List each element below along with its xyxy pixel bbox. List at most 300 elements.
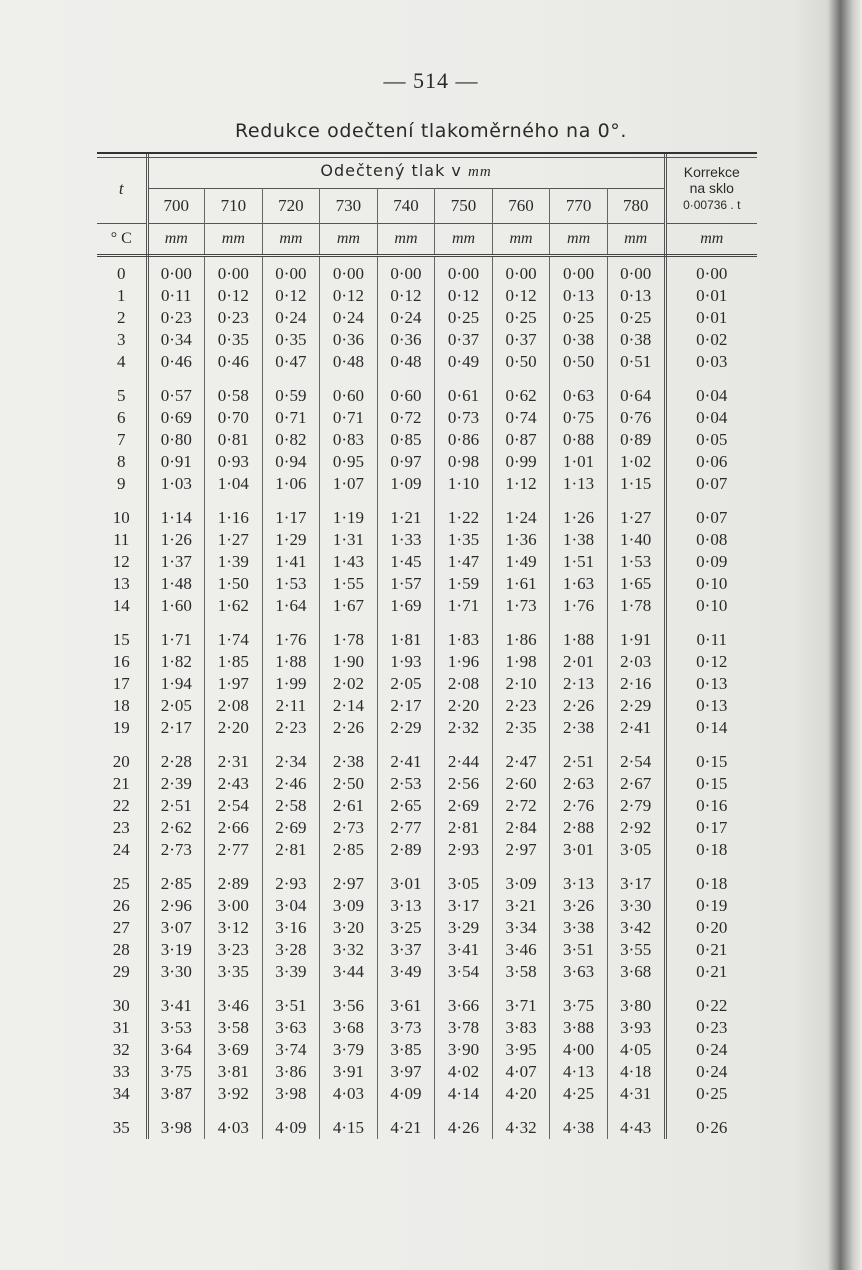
reduction-value-cell: 2·17 [377,695,435,717]
reduction-value-cell: 4·02 [435,1061,493,1083]
table-row [97,1061,757,1083]
table-row [97,551,757,573]
reduction-value-cell: 0·73 [435,407,493,429]
reduction-value-cell: 0·97 [377,451,435,473]
reduction-value-cell: 3·92 [205,1083,263,1105]
table-row [97,1039,757,1061]
table-row [97,839,757,861]
reduction-value-cell: 1·40 [607,529,665,551]
reduction-value-cell: 0·88 [550,429,608,451]
temperature-cell: 17 [97,673,147,695]
reduction-value-cell: 1·15 [607,473,665,495]
reduction-value-cell: 1·38 [550,529,608,551]
reduction-value-cell: 2·26 [550,695,608,717]
temperature-cell: 33 [97,1061,147,1083]
reduction-value-cell: 0·95 [320,451,378,473]
reduction-value-cell: 1·62 [205,595,263,617]
column-unit: mm [205,224,263,256]
reduction-value-cell: 2·26 [320,717,378,739]
reduction-value-cell: 1·61 [492,573,550,595]
reduction-value-cell: 1·47 [435,551,493,573]
column-unit: mm [550,224,608,256]
table-row [97,529,757,551]
reduction-value-cell: 2·85 [147,873,205,895]
reduction-value-cell: 0·50 [550,351,608,373]
reduction-value-cell: 0·94 [262,451,320,473]
reduction-value-cell: 3·88 [550,1017,608,1039]
temperature-cell: 18 [97,695,147,717]
reduction-value-cell: 2·92 [607,817,665,839]
reduction-value-cell: 1·27 [607,507,665,529]
correction-value-cell: 0·01 [696,286,728,305]
temperature-cell: 19 [97,717,147,739]
reduction-value-cell: 3·38 [550,917,608,939]
reduction-value-cell: 4·09 [377,1083,435,1105]
reduction-value-cell: 4·05 [607,1039,665,1061]
table-row [97,651,757,673]
temperature-cell: 15 [97,629,147,651]
correction-value-cell: 0·21 [696,962,728,981]
reduction-value-cell: 2·31 [205,751,263,773]
correction-value-cell: 0·02 [696,330,728,349]
correction-header: Korrekce na sklo 0·00736 . t [683,164,741,212]
reduction-value-cell: 3·42 [607,917,665,939]
correction-value-cell: 0·17 [696,818,728,837]
reduction-value-cell: 2·16 [607,673,665,695]
group-spacer [97,495,757,507]
temperature-cell: 31 [97,1017,147,1039]
table-row [97,429,757,451]
reduction-value-cell: 0·38 [607,329,665,351]
reduction-value-cell: 3·39 [262,961,320,983]
reduction-value-cell: 3·90 [435,1039,493,1061]
reduction-value-cell: 2·79 [607,795,665,817]
reduction-value-cell: 1·41 [262,551,320,573]
temperature-cell: 24 [97,839,147,861]
reduction-value-cell: 2·39 [147,773,205,795]
reduction-value-cell: 3·21 [492,895,550,917]
reduction-value-cell: 2·93 [262,873,320,895]
reduction-value-cell: 3·66 [435,995,493,1017]
correction-value-cell: 0·06 [696,452,728,471]
reduction-value-cell: 2·96 [147,895,205,917]
reduction-value-cell: 1·51 [550,551,608,573]
reduction-value-cell: 1·86 [492,629,550,651]
correction-value-cell: 0·07 [696,508,728,527]
reduction-value-cell: 2·10 [492,673,550,695]
temperature-cell: 1 [97,285,147,307]
reduction-value-cell: 1·06 [262,473,320,495]
reduction-value-cell: 3·12 [205,917,263,939]
reduction-value-cell: 3·69 [205,1039,263,1061]
reduction-value-cell: 1·76 [550,595,608,617]
reduction-value-cell: 1·12 [492,473,550,495]
reduction-value-cell: 3·13 [377,895,435,917]
reduction-value-cell: 0·36 [320,329,378,351]
reduction-value-cell: 0·57 [147,385,205,407]
reduction-value-cell: 1·60 [147,595,205,617]
correction-value-cell: 0·00 [696,264,728,283]
reduction-value-cell: 1·16 [205,507,263,529]
table-row [97,595,757,617]
correction-value-cell: 0·24 [696,1040,728,1059]
reduction-value-cell: 2·63 [550,773,608,795]
reduction-value-cell: 3·97 [377,1061,435,1083]
reduction-value-cell: 0·99 [492,451,550,473]
reduction-value-cell: 1·26 [550,507,608,529]
reduction-value-cell: 2·20 [205,717,263,739]
t-header: t [97,154,147,224]
reduction-value-cell: 1·88 [550,629,608,651]
reduction-value-cell: 2·88 [550,817,608,839]
reduction-value-cell: 0·23 [147,307,205,329]
pressure-header: 760 [492,189,550,224]
reduction-value-cell: 4·15 [320,1117,378,1139]
correction-value-cell: 0·12 [696,652,728,671]
reduction-value-cell: 3·87 [147,1083,205,1105]
reduction-value-cell: 1·64 [262,595,320,617]
reduction-value-cell: 3·93 [607,1017,665,1039]
reduction-value-cell: 2·56 [435,773,493,795]
reduction-value-cell: 2·08 [435,673,493,695]
reduction-value-cell: 3·16 [262,917,320,939]
reduction-value-cell: 4·26 [435,1117,493,1139]
table-row [97,507,757,529]
reduction-value-cell: 0·58 [205,385,263,407]
reduction-value-cell: 0·12 [492,285,550,307]
table-row [97,351,757,373]
page-title: Redukce odečtení tlakoměrného na 0°. [234,120,628,142]
reduction-value-cell: 0·13 [550,285,608,307]
reduction-value-cell: 1·24 [492,507,550,529]
reduction-value-cell: 2·38 [320,751,378,773]
reduction-value-cell: 0·72 [377,407,435,429]
temperature-cell: 21 [97,773,147,795]
reduction-value-cell: 0·83 [320,429,378,451]
correction-value-cell: 0·04 [696,408,728,427]
temperature-cell: 7 [97,429,147,451]
group-spacer [97,1105,757,1117]
table-row [97,1017,757,1039]
reduction-value-cell: 3·41 [147,995,205,1017]
table-row [97,256,757,286]
correction-value-cell: 0·19 [696,896,728,915]
reduction-value-cell: 3·86 [262,1061,320,1083]
reduction-value-cell: 0·38 [550,329,608,351]
reduction-value-cell: 3·34 [492,917,550,939]
reduction-value-cell: 2·14 [320,695,378,717]
reduction-value-cell: 3·63 [550,961,608,983]
temperature-cell: 20 [97,751,147,773]
temperature-cell: 4 [97,351,147,373]
reduction-value-cell: 0·37 [435,329,493,351]
reduction-value-cell: 2·69 [435,795,493,817]
reduction-table-container [97,154,757,1139]
t-unit: ° C [97,224,147,256]
column-unit: mm [147,224,205,256]
reduction-value-cell: 0·00 [607,256,665,286]
reduction-value-cell: 2·23 [262,717,320,739]
reduction-value-cell: 1·14 [147,507,205,529]
correction-value-cell: 0·01 [696,308,728,327]
reduction-value-cell: 1·98 [492,651,550,673]
column-unit: mm [435,224,493,256]
reduction-value-cell: 2·66 [205,817,263,839]
temperature-cell: 27 [97,917,147,939]
correction-value-cell: 0·03 [696,352,728,371]
reduction-value-cell: 3·19 [147,939,205,961]
pressure-header: 740 [377,189,435,224]
correction-value-cell: 0·04 [696,386,728,405]
correction-value-cell: 0·23 [696,1018,728,1037]
reduction-value-cell: 2·32 [435,717,493,739]
reduction-value-cell: 3·09 [492,873,550,895]
temperature-cell: 29 [97,961,147,983]
reduction-value-cell: 2·41 [377,751,435,773]
reduction-value-cell: 0·24 [377,307,435,329]
reduction-value-cell: 2·76 [550,795,608,817]
table-row [97,717,757,739]
reduction-value-cell: 3·01 [377,873,435,895]
temperature-cell: 32 [97,1039,147,1061]
reduction-value-cell: 2·11 [262,695,320,717]
reduction-value-cell: 0·89 [607,429,665,451]
table-row [97,817,757,839]
reduction-value-cell: 3·53 [147,1017,205,1039]
table-row [97,695,757,717]
reduction-value-cell: 0·82 [262,429,320,451]
reduction-value-cell: 1·37 [147,551,205,573]
group-spacer [97,739,757,751]
reduction-value-cell: 3·30 [147,961,205,983]
reduction-value-cell: 1·01 [550,451,608,473]
reduction-value-cell: 0·46 [205,351,263,373]
reduction-value-cell: 4·09 [262,1117,320,1139]
temperature-cell: 6 [97,407,147,429]
table-row [97,573,757,595]
table-row [97,995,757,1017]
correction-value-cell: 0·08 [696,530,728,549]
reduction-value-cell: 2·51 [147,795,205,817]
reduction-value-cell: 1·67 [320,595,378,617]
reduction-value-cell: 1·04 [205,473,263,495]
reduction-value-cell: 1·99 [262,673,320,695]
reduction-value-cell: 2·17 [147,717,205,739]
reduction-value-cell: 0·49 [435,351,493,373]
reduction-value-cell: 0·00 [492,256,550,286]
pressure-header: 750 [435,189,493,224]
pressure-header-row [97,189,757,224]
reduction-value-cell: 1·71 [435,595,493,617]
correction-value-cell: 0·15 [696,752,728,771]
reduction-value-cell: 1·81 [377,629,435,651]
reduction-value-cell: 0·76 [607,407,665,429]
reduction-value-cell: 2·67 [607,773,665,795]
reduction-value-cell: 2·72 [492,795,550,817]
temperature-cell: 11 [97,529,147,551]
reduction-value-cell: 0·71 [262,407,320,429]
reduction-value-cell: 3·13 [550,873,608,895]
correction-value-cell: 0·22 [696,996,728,1015]
reduction-value-cell: 2·97 [320,873,378,895]
reduction-value-cell: 1·02 [607,451,665,473]
reduction-value-cell: 1·45 [377,551,435,573]
reduction-value-cell: 0·25 [435,307,493,329]
reduction-value-cell: 2·02 [320,673,378,695]
temperature-cell: 25 [97,873,147,895]
correction-value-cell: 0·11 [696,630,728,649]
reduction-value-cell: 1·63 [550,573,608,595]
header-group-row [97,154,757,189]
reduction-value-cell: 1·71 [147,629,205,651]
pressure-header: 770 [550,189,608,224]
reduction-value-cell: 0·00 [377,256,435,286]
reduction-value-cell: 1·65 [607,573,665,595]
reduction-value-cell: 2·77 [377,817,435,839]
correction-value-cell: 0·13 [696,674,728,693]
reduction-value-cell: 2·73 [320,817,378,839]
reduction-value-cell: 1·74 [205,629,263,651]
reduction-value-cell: 0·25 [550,307,608,329]
table-row [97,1117,757,1139]
temperature-cell: 34 [97,1083,147,1105]
reduction-value-cell: 3·64 [147,1039,205,1061]
reduction-value-cell: 2·58 [262,795,320,817]
unit-header-row [97,224,757,256]
reduction-value-cell: 0·69 [147,407,205,429]
table-row [97,873,757,895]
reduction-value-cell: 2·62 [147,817,205,839]
reduction-value-cell: 1·53 [262,573,320,595]
temperature-cell: 2 [97,307,147,329]
reduction-value-cell: 1·10 [435,473,493,495]
reduction-value-cell: 2·84 [492,817,550,839]
temperature-cell: 28 [97,939,147,961]
reduction-value-cell: 0·60 [320,385,378,407]
reduction-value-cell: 1·39 [205,551,263,573]
correction-value-cell: 0·15 [696,774,728,793]
reduction-value-cell: 3·51 [262,995,320,1017]
reduction-value-cell: 3·44 [320,961,378,983]
reduction-value-cell: 3·58 [492,961,550,983]
correction-value-cell: 0·05 [696,430,728,449]
page-number: — 514 — [383,68,479,93]
reduction-value-cell: 1·82 [147,651,205,673]
reduction-value-cell: 0·70 [205,407,263,429]
reduction-value-cell: 2·34 [262,751,320,773]
reduction-value-cell: 1·96 [435,651,493,673]
reduction-value-cell: 0·64 [607,385,665,407]
reduction-value-cell: 2·05 [377,673,435,695]
column-unit: mm [492,224,550,256]
reduction-value-cell: 1·13 [550,473,608,495]
reduction-value-cell: 0·11 [147,285,205,307]
reduction-value-cell: 3·95 [492,1039,550,1061]
reduction-table [97,154,757,1139]
reduction-value-cell: 2·38 [550,717,608,739]
reduction-value-cell: 0·48 [320,351,378,373]
reduction-value-cell: 3·01 [550,839,608,861]
reduction-value-cell: 1·55 [320,573,378,595]
reduction-value-cell: 0·36 [377,329,435,351]
reduction-value-cell: 2·35 [492,717,550,739]
group-spacer [97,617,757,629]
temperature-cell: 0 [97,256,147,286]
reduction-value-cell: 1·91 [607,629,665,651]
pressure-header: 720 [262,189,320,224]
reduction-value-cell: 3·30 [607,895,665,917]
reduction-value-cell: 1·31 [320,529,378,551]
reduction-value-cell: 0·75 [550,407,608,429]
reduction-value-cell: 1·57 [377,573,435,595]
reduction-value-cell: 1·90 [320,651,378,673]
table-row [97,673,757,695]
reduction-value-cell: 1·50 [205,573,263,595]
reduction-value-cell: 0·37 [492,329,550,351]
reduction-value-cell: 4·03 [320,1083,378,1105]
reduction-value-cell: 0·12 [435,285,493,307]
reduction-value-cell: 0·35 [205,329,263,351]
reduction-value-cell: 0·63 [550,385,608,407]
reduction-value-cell: 1·69 [377,595,435,617]
reduction-value-cell: 1·17 [262,507,320,529]
correction-unit: mm [665,224,757,256]
correction-value-cell: 0·24 [696,1062,728,1081]
reduction-value-cell: 3·83 [492,1017,550,1039]
reduction-value-cell: 0·12 [377,285,435,307]
reduction-value-cell: 3·04 [262,895,320,917]
reduction-value-cell: 4·14 [435,1083,493,1105]
group-spacer [97,983,757,995]
table-row [97,939,757,961]
reduction-value-cell: 4·32 [492,1117,550,1139]
reduction-value-cell: 0·93 [205,451,263,473]
temperature-cell: 13 [97,573,147,595]
reduction-value-cell: 2·65 [377,795,435,817]
reduction-value-cell: 2·23 [492,695,550,717]
reduction-value-cell: 2·03 [607,651,665,673]
reduction-value-cell: 3·58 [205,1017,263,1039]
table-row [97,1083,757,1105]
table-row [97,895,757,917]
reduction-value-cell: 0·47 [262,351,320,373]
reduction-value-cell: 2·46 [262,773,320,795]
correction-value-cell: 0·13 [696,696,728,715]
reduction-value-cell: 3·81 [205,1061,263,1083]
pressure-header: 780 [607,189,665,224]
reduction-value-cell: 2·77 [205,839,263,861]
reduction-value-cell: 3·29 [435,917,493,939]
column-unit: mm [320,224,378,256]
reduction-value-cell: 0·61 [435,385,493,407]
reduction-value-cell: 3·55 [607,939,665,961]
reduction-value-cell: 0·24 [262,307,320,329]
correction-value-cell: 0·09 [696,552,728,571]
reduction-value-cell: 4·21 [377,1117,435,1139]
reduction-value-cell: 3·41 [435,939,493,961]
reduction-value-cell: 2·51 [550,751,608,773]
correction-value-cell: 0·18 [696,874,728,893]
reduction-value-cell: 2·54 [205,795,263,817]
reduction-value-cell: 3·26 [550,895,608,917]
reduction-value-cell: 3·28 [262,939,320,961]
reduction-value-cell: 2·29 [607,695,665,717]
table-row [97,751,757,773]
reduction-value-cell: 0·23 [205,307,263,329]
temperature-cell: 30 [97,995,147,1017]
reduction-value-cell: 0·00 [550,256,608,286]
reduction-value-cell: 1·73 [492,595,550,617]
